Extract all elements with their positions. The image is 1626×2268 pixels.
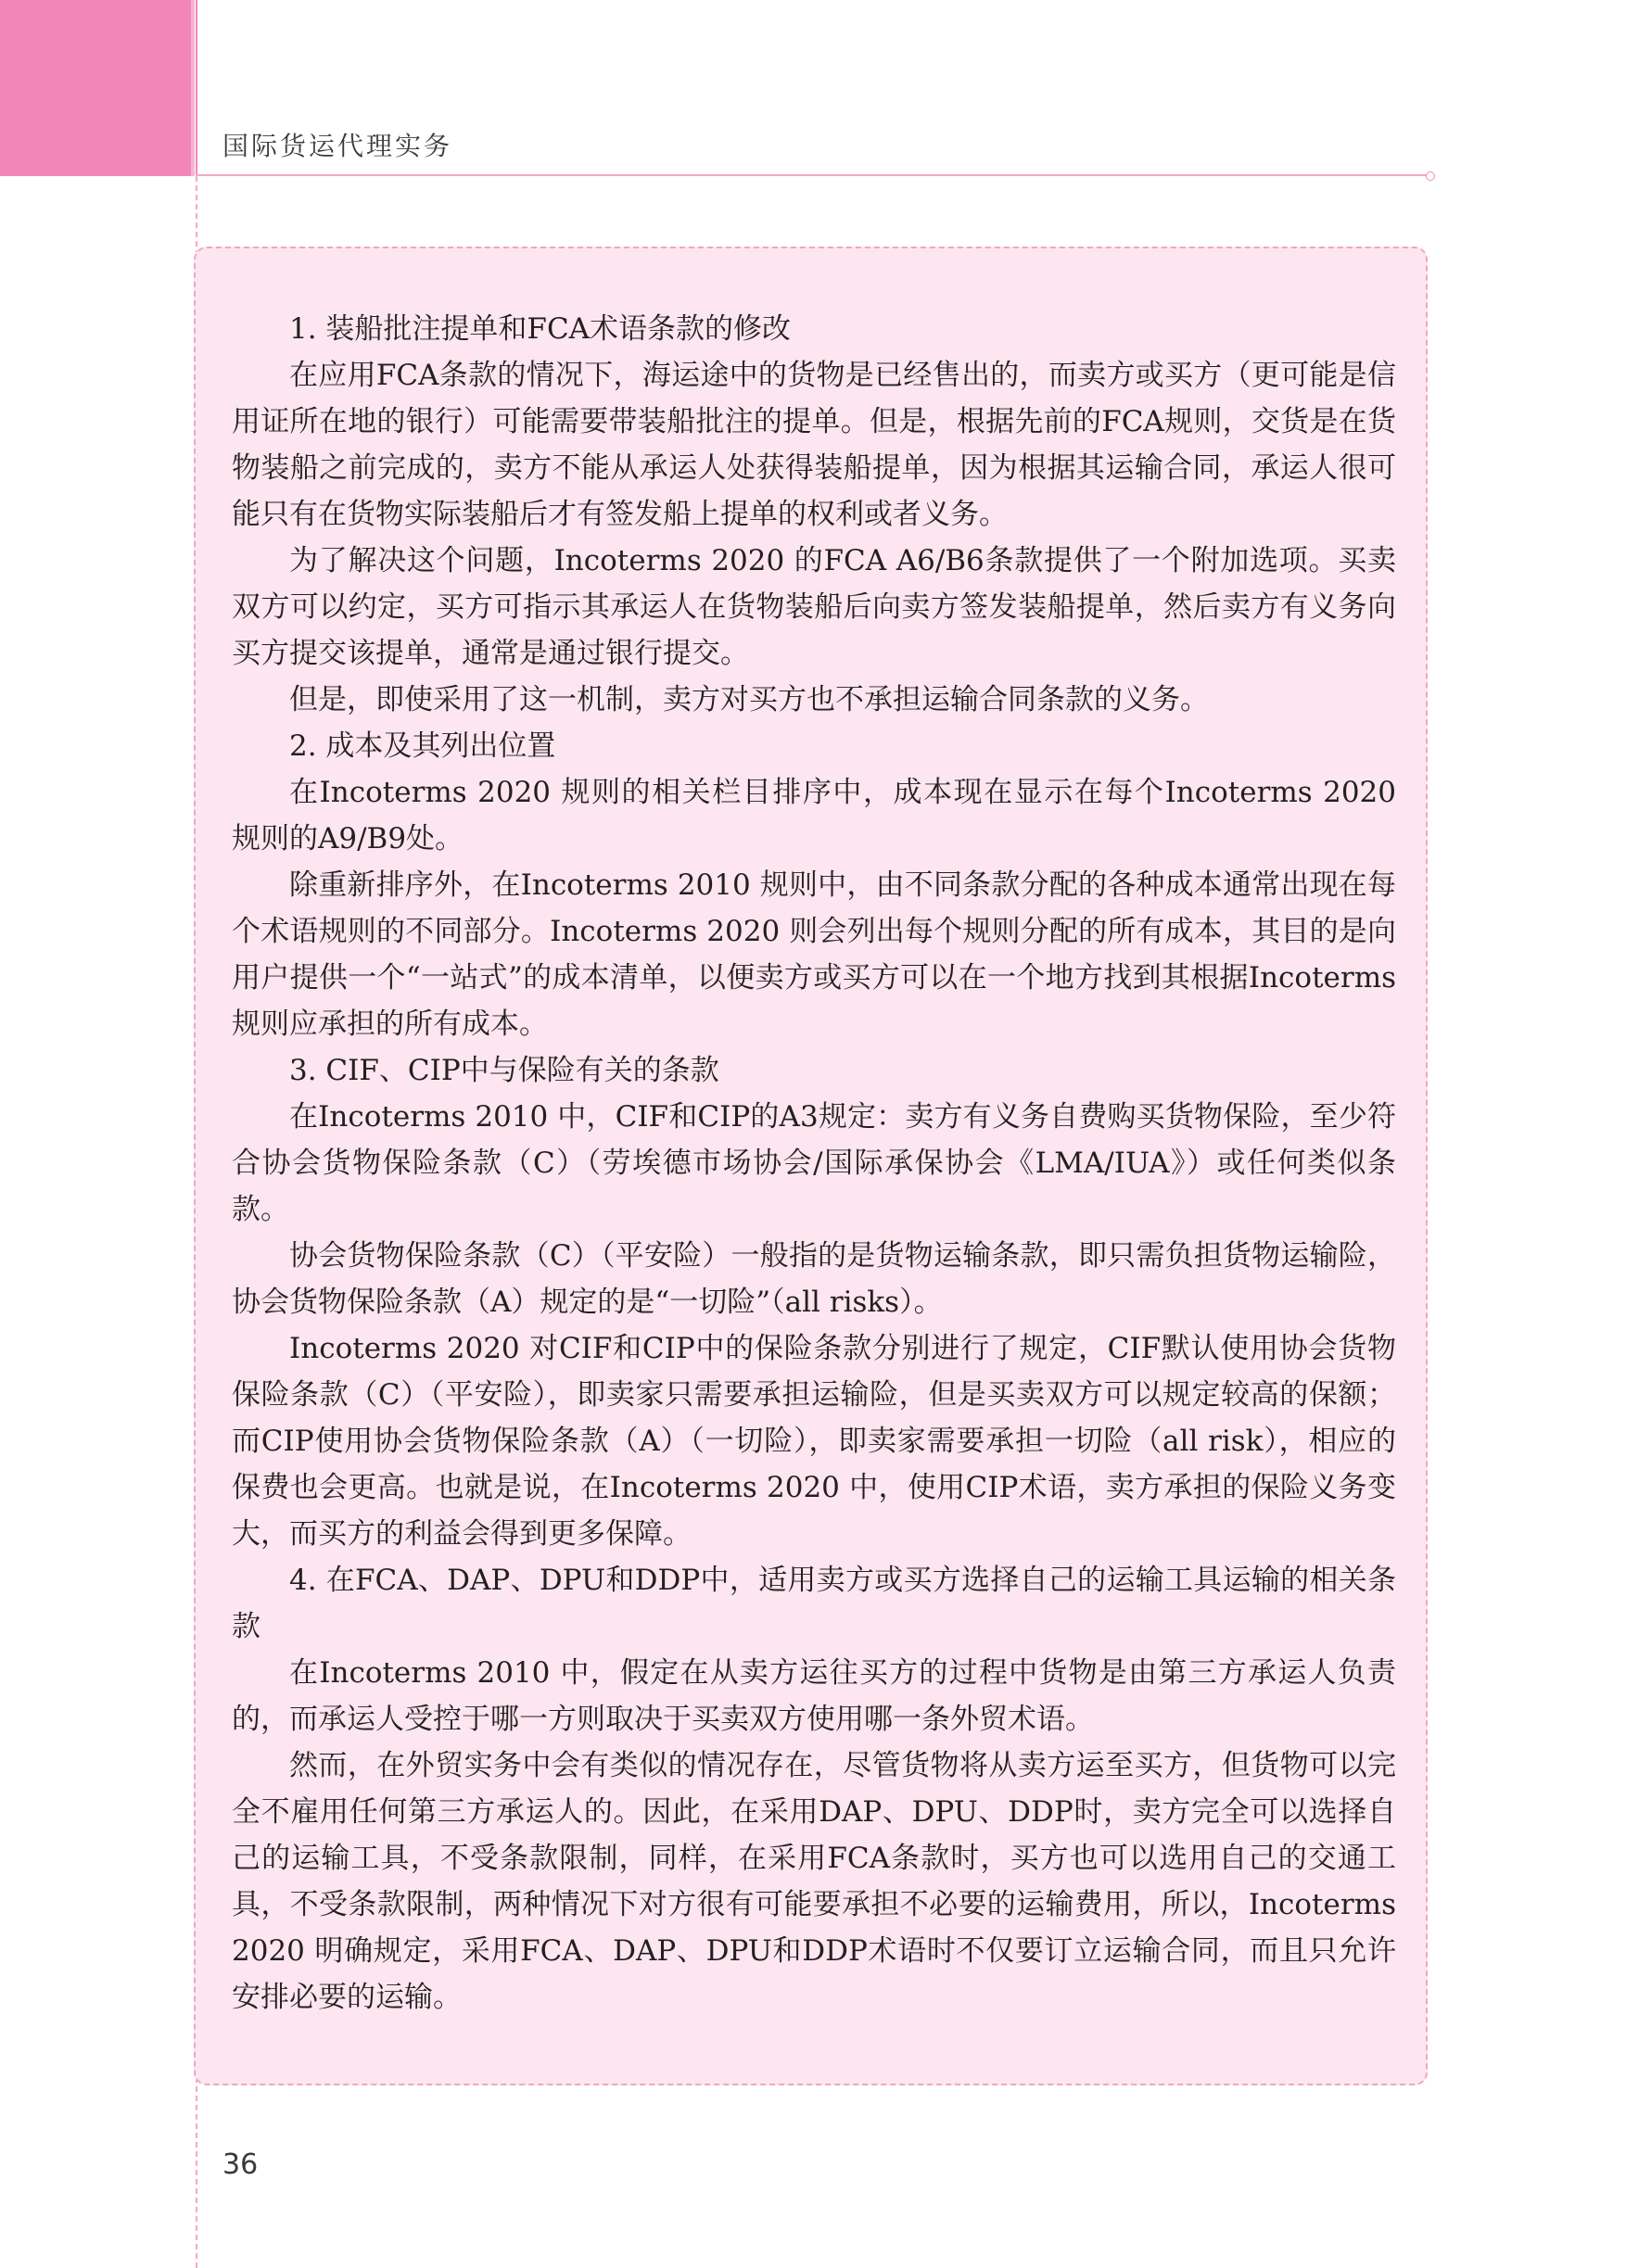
paragraph: 但是，即使采用了这一机制，卖方对买方也不承担运输合同条款的义务。 [289, 683, 1209, 716]
header-rule [196, 174, 1429, 176]
paragraph: 为了解决这个问题，Incoterms 2020 的FCA A6/B6条款提供了一个附加选项。买卖双方可以约定，买方可指示其承运人在货物装船后向卖方签发装船提单，然后卖方有义务向买方提交该提单，通常是通过银行提交。 [232, 544, 1396, 670]
paragraph: 除重新排序外，在Incoterms 2010 规则中，由不同条款分配的各种成本通常出现在每个术语规则的不同部分。Incoterms 2020 则会列出每个规则分配的所有成本，其目的是向用户提供一个“一站式”的成本清单，以便卖方或买方可以在一个地方找到其根据Incoterms规则应承担的所有成本。 [232, 868, 1396, 1041]
section-heading-1: 1. 装船批注提单和FCA术语条款的修改 [289, 312, 792, 346]
section-heading-4: 4. 在FCA、DAP、DPU和DDP中，适用卖方或买方选择自己的运输工具运输的相关条款 [232, 1564, 1396, 1643]
paragraph: 协会货物保险条款（C）（平安险）一般指的是货物运输条款，即只需负担货物运输险，协会货物保险条款（A）规定的是“一切险”（all risks）。 [232, 1239, 1396, 1319]
page-number: 36 [222, 2148, 259, 2181]
paragraph: 在应用FCA条款的情况下，海运途中的货物是已经售出的，而卖方或买方（更可能是信用证所在地的银行）可能需要带装船批注的提单。但是，根据先前的FCA规则，交货是在货物装船之前完成的，卖方不能从承运人处获得装船提单，因为根据其运输合同，承运人很可能只有在货物实际装船后才有签发船上提单的权利或者义务。 [232, 359, 1396, 531]
paragraph: Incoterms 2020 对CIF和CIP中的保险条款分别进行了规定，CIF默认使用协会货物保险条款（C）（平安险），即卖家只需要承担运输险，但是买卖双方可以规定较高的保额；而CIP使用协会货物保险条款（A）（一切险），即卖家需要承担一切险（all risk），相应的保费也会更高。也就是说，在Incoterms 2020 中，使用CIP术语，卖方承担的保险义务变大，而买方的利益会得到更多保障。 [232, 1332, 1396, 1551]
section-heading-3: 3. CIF、CIP中与保险有关的条款 [289, 1054, 719, 1087]
section-heading-2: 2. 成本及其列出位置 [289, 729, 556, 763]
header-rule-end-dot [1426, 171, 1435, 181]
body-text [232, 306, 1396, 2021]
paragraph: 在Incoterms 2010 中，假定在从卖方运往买方的过程中货物是由第三方承运人负责的，而承运人受控于哪一方则取决于买卖双方使用哪一条外贸术语。 [232, 1656, 1396, 1736]
paragraph: 在Incoterms 2010 中，CIF和CIP的A3规定：卖方有义务自费购买货物保险，至少符合协会货物保险条款（C）（劳埃德市场协会/国际承保协会《LMA/IUA》）或任何类似条款。 [232, 1100, 1396, 1226]
running-header-title: 国际货运代理实务 [222, 131, 453, 161]
margin-line-top [196, 0, 197, 176]
paragraph: 然而，在外贸实务中会有类似的情况存在，尽管货物将从卖方运至买方，但货物可以完全不雇用任何第三方承运人的。因此，在采用DAP、DPU、DDP时，卖方完全可以选择自己的运输工具，不受条款限制，同样，在采用FCA条款时，买方也可以选用自己的交通工具，不受条款限制，两种情况下对方很有可能要承担不必要的运输费用，所以，Incoterms 2020 明确规定，采用FCA、DAP、DPU和DDP术语时不仅要订立运输合同，而且只允许安排必要的运输。 [232, 1749, 1396, 2014]
corner-color-block [0, 0, 191, 176]
paragraph: 在Incoterms 2020 规则的相关栏目排序中，成本现在显示在每个Incoterms 2020 规则的A9/B9处。 [232, 776, 1396, 855]
